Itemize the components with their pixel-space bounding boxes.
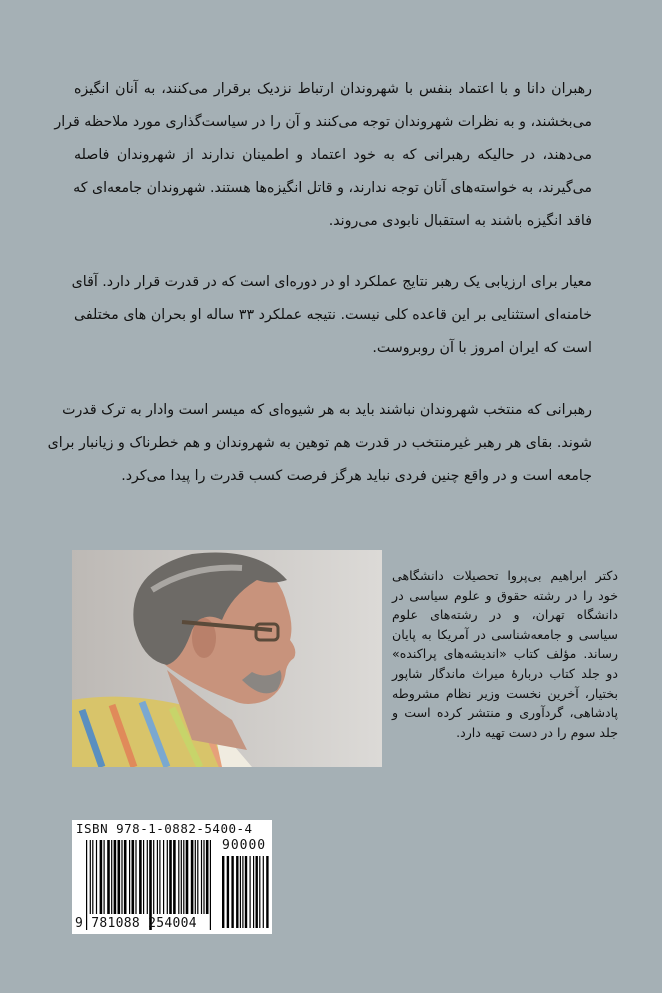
barcode-bar <box>163 840 164 914</box>
barcode-bar <box>92 840 93 914</box>
bio-line: بختیار، آخرین نخست وزیر نظام مشروطه <box>392 685 618 701</box>
paragraph <box>47 394 592 493</box>
barcode-bar <box>210 840 211 930</box>
price-code: 90000 <box>222 838 267 853</box>
text-line: رهبرانی که منتخب شهروندان نباشند باید به هر شیوه‌ای که میسر است وادار به ترک قدرت <box>62 402 592 418</box>
barcode-bar <box>227 856 229 928</box>
text-line: جامعه است و در واقع چنین فردی نباید هرگز فرصت کسب قدرت را پیدا می‌کرد. <box>121 468 592 484</box>
text-line: شوند. بقای هر رهبر غیرمنتخب در قدرت هم توهین به شهروندان و هم خطرناک و زیانبار برای <box>47 435 592 451</box>
barcode-bar <box>139 840 142 914</box>
barcode-bar <box>195 840 196 914</box>
isbn-label: ISBN 978-1-0882-5400-4 <box>76 821 253 836</box>
barcode-bar <box>90 840 91 914</box>
text-line: می‌دهند، در حالیکه رهبرانی که به خود اعتماد و اطمینان ندارند از شهروندان فاصله <box>74 147 592 163</box>
barcode-bar <box>169 840 172 914</box>
barcode-bar <box>129 840 130 914</box>
text-line: فاقد انگیزه باشند به استقبال نابودی می‌روند. <box>328 213 592 229</box>
barcode-bar <box>231 856 233 928</box>
barcode-bar <box>147 840 148 914</box>
bio-line: سیاسی و جامعه‌شناسی در آمریکا به پایان <box>392 626 618 642</box>
barcode-bar <box>183 840 184 914</box>
paragraph <box>54 73 592 238</box>
barcode-bar <box>203 840 204 914</box>
bio-line: دو جلد کتاب دربارهٔ میراث ماندگار شاپور <box>392 665 618 681</box>
author-photo <box>72 550 382 767</box>
barcode-bar <box>132 840 135 914</box>
barcode-bar <box>100 840 103 914</box>
bio-line: پادشاهی، گردآوری و منتشر کرده است و <box>392 705 618 721</box>
barcode-bar <box>186 840 189 914</box>
text-line: می‌بخشند، و به نظرات شهروندان توجه می‌کنند و آن را در سیاست‌گذاری مورد ملاحظه قرار <box>54 114 592 130</box>
barcode-bar <box>191 840 194 914</box>
text-line: می‌گیرند، به خواسته‌های آنان توجه ندارند، و قاتل انگیزه‌ها هستند. شهروندان جامعه‌ای که <box>73 180 592 196</box>
barcode-bar <box>124 840 127 914</box>
barcode-bar <box>104 840 105 914</box>
text-line: رهبران دانا و با اعتماد بنفس با شهروندان ارتباط نزدیک برقرار می‌کنند، به آنان انگیزه <box>74 81 592 97</box>
paragraph <box>71 266 592 365</box>
barcode-bar <box>107 840 110 914</box>
barcode-bar <box>167 840 168 914</box>
barcode-bar <box>118 840 121 914</box>
barcode-bar <box>114 840 117 914</box>
barcode-bar <box>135 840 136 914</box>
barcode-bar <box>245 856 247 928</box>
barcode-bar <box>259 856 260 928</box>
barcode-bar <box>266 856 268 928</box>
barcode-bar <box>121 840 122 914</box>
barcode-bar <box>242 856 243 928</box>
barcode-bar <box>96 840 97 914</box>
barcode-bar <box>159 840 160 914</box>
text-line: معیار برای ارزیابی یک رهبر نتایج عملکرد او در دوره‌ای است که در قدرت قرار دارد. آقای <box>71 274 592 290</box>
barcode-bar <box>153 840 154 914</box>
barcode-bar <box>173 840 176 914</box>
text-line: خامنه‌ای استثنایی بر این قاعده کلی نیست. نتیجه عملکرد ۳۳ ساله او بحران های مختلفی <box>74 307 592 323</box>
barcode-bar <box>178 840 179 914</box>
isbn-barcode <box>72 820 272 934</box>
barcode-bar <box>236 856 238 928</box>
barcode-bar <box>157 840 158 914</box>
author-bio <box>392 566 618 742</box>
barcode-bar <box>253 856 254 928</box>
barcode-bar <box>111 840 112 914</box>
bio-line: خود را در رشته حقوق و علوم سیاسی در <box>392 587 618 603</box>
bio-line: دانشگاه تهران، و در رشته‌های علوم <box>392 607 618 623</box>
barcode-bar <box>240 856 241 928</box>
bio-line: جلد سوم را در دست تهیه دارد. <box>456 724 618 740</box>
barcode-bar <box>201 840 202 914</box>
barcode-bar <box>197 840 198 914</box>
barcode-bar <box>143 840 144 914</box>
text-line: است که ایران امروز با آن روبروست. <box>372 340 592 356</box>
barcode-bar <box>181 840 182 914</box>
bio-line: دکتر ابراهیم بی‌پروا تحصیلات دانشگاهی <box>392 568 618 583</box>
barcode-bar <box>263 856 264 928</box>
bio-line: رساند. مؤلف کتاب «اندیشه‌های پراکنده» <box>392 646 618 662</box>
ean-digits: 9 781088 254004 <box>75 916 197 931</box>
barcode-bar <box>250 856 251 928</box>
barcode-bar <box>256 856 258 928</box>
barcode-bar <box>206 840 209 914</box>
barcode-bar <box>222 856 224 928</box>
